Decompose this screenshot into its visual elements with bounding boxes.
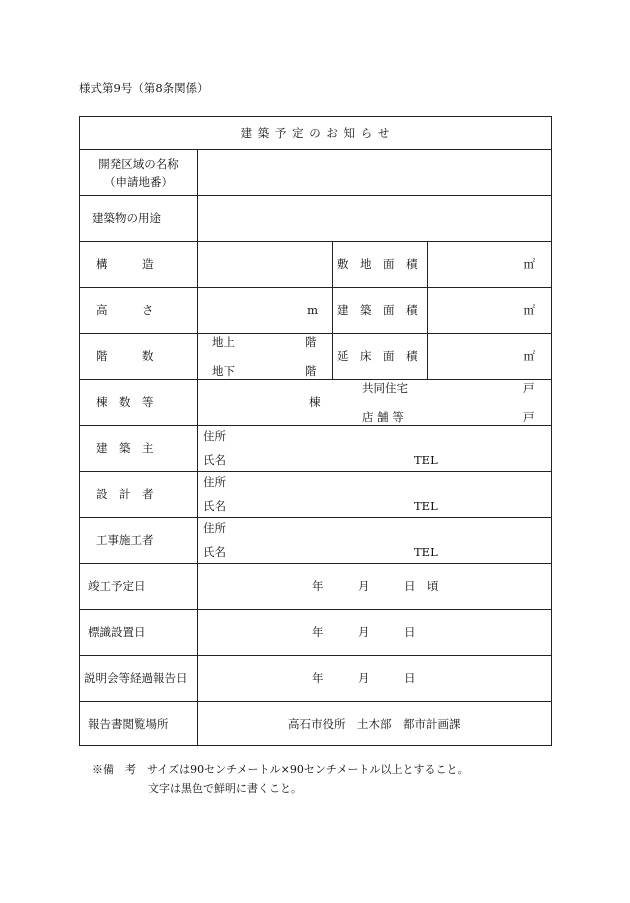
report-location-value: 高石市役所 土木部 都市計画課 [288, 717, 461, 731]
form-number: 様式第9号（第8条関係） [79, 81, 209, 95]
row-divider [80, 517, 551, 518]
store-units-label: 店 舗 等 [362, 410, 404, 424]
total-floor-area-unit: ㎡ [523, 349, 535, 363]
below-ground-floor-unit: 階 [305, 364, 317, 378]
building-area-label: 建 築 面 積 [337, 303, 418, 317]
store-units-unit: 戸 [523, 410, 535, 424]
owner-address-label: 住所 [203, 429, 226, 443]
row-divider [80, 471, 551, 472]
site-area-label: 敷 地 面 積 [337, 257, 418, 271]
row-divider [80, 609, 551, 610]
housing-units-label: 共同住宅 [362, 381, 408, 395]
owner-tel-label: TEL [414, 453, 438, 467]
development-area-label: 開発区域の名称 [98, 157, 179, 171]
form-title: 建 築 予 定 の お 知 ら せ [240, 126, 391, 140]
completion-date-field: 年 月 日 頃 [312, 579, 439, 593]
remarks-line-1: ※備 考 サイズは90センチメートル×90センチメートル以上とすること。 [92, 763, 469, 776]
building-area-unit: ㎡ [523, 303, 535, 317]
floors-label: 階 数 [96, 349, 154, 363]
remarks-line-2: 文字は黒色で鮮明に書くこと。 [148, 782, 302, 795]
remarks [92, 760, 468, 798]
row-divider [80, 701, 551, 702]
owner-name-label: 氏名 [203, 453, 226, 467]
completion-date-label: 竣工予定日 [88, 579, 146, 593]
row-divider [80, 333, 551, 334]
contractor-label: 工事施工者 [96, 533, 154, 547]
height-label: 高 さ [96, 303, 154, 317]
designer-label: 設 計 者 [96, 487, 154, 501]
row-divider [80, 379, 551, 380]
briefing-report-date-field: 年 月 日 [312, 671, 416, 685]
building-use-field[interactable] [198, 196, 551, 241]
contractor-address-label: 住所 [203, 521, 226, 535]
briefing-report-date-label: 説明会等経過報告日 [84, 671, 188, 685]
development-area-field[interactable] [198, 150, 551, 195]
report-location-label: 報告書閲覧場所 [88, 717, 169, 731]
total-floor-area-label: 延 床 面 積 [337, 349, 418, 363]
notice-form-table [79, 116, 552, 746]
above-ground-floor-unit: 階 [305, 335, 317, 349]
row-divider [80, 287, 551, 288]
designer-tel-label: TEL [414, 499, 438, 513]
row-divider [80, 425, 551, 426]
sign-installation-date-field: 年 月 日 [312, 625, 416, 639]
contractor-tel-label: TEL [414, 545, 438, 559]
building-use-label: 建築物の用途 [92, 211, 161, 225]
site-area-unit: ㎡ [523, 257, 535, 271]
height-unit: m [307, 303, 318, 317]
building-count-label: 棟 数 等 [96, 395, 154, 409]
sign-installation-date-label: 標識設置日 [88, 625, 146, 639]
above-ground-label: 地上 [212, 335, 235, 349]
contractor-name-label: 氏名 [203, 545, 226, 559]
area-column-divider [332, 241, 333, 379]
structure-field[interactable] [198, 242, 332, 287]
row-divider [80, 655, 551, 656]
designer-name-label: 氏名 [203, 499, 226, 513]
designer-address-label: 住所 [203, 475, 226, 489]
below-ground-label: 地下 [212, 364, 235, 378]
owner-label: 建 築 主 [96, 441, 154, 455]
building-count-unit: 棟 [309, 395, 321, 409]
lot-number-label: （申請地番） [104, 175, 173, 189]
housing-units-unit: 戸 [523, 381, 535, 395]
row-divider [80, 563, 551, 564]
structure-label: 構 造 [96, 257, 154, 271]
